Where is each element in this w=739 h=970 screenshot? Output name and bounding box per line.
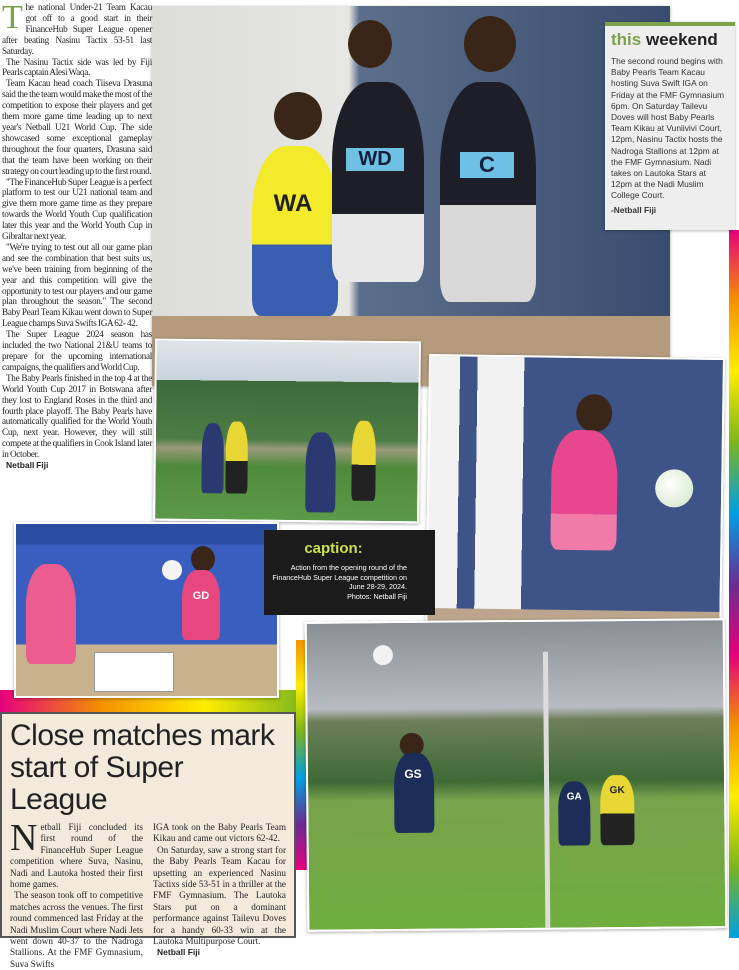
rainbow-stripe-right: [729, 230, 739, 938]
article-paragraph: IGA took on the Baby Pearls Team Kikau and came out victors 62-42.: [153, 822, 286, 844]
player-gd: [182, 570, 220, 640]
this-weekend-title: this weekend: [611, 30, 718, 49]
story-paragraph: The Baby Pearls finished in the top 4 at the World Youth Cup 2017 in Botswana after they lost to England Roses in the third and fourth place playoff. The Baby Pearls have automatically qualified for the World Youth Cup, next year. However, they will still compete at the qualifiers in Cook Island later in October.: [2, 372, 152, 460]
player-wa: [252, 146, 338, 316]
player-figure: [26, 564, 76, 664]
photo-outdoor-court: [153, 339, 421, 524]
story-paragraph: The Nasinu Tactix side was led by Fiji Pearls captain Alesi Waqa.: [2, 56, 152, 78]
drop-cap: T: [2, 0, 23, 36]
bib-gs: GS: [404, 766, 422, 781]
netball-ball: [655, 469, 694, 508]
sponsor-banner: [94, 652, 174, 692]
player-figure: [351, 421, 376, 501]
bib-wd: WD: [346, 148, 404, 171]
article-paragraph: On Saturday, saw a strong start for the Baby Pearls Team Kacau for upsetting an experienced Nasinu Tactixs side 53-51 in a thriller at the FMF Gymnasium. The Lautoka Stars put on a dominant performance against Tailevu Doves for a handy 60-33 win at the Lautoka Multipurpose Court.: [153, 844, 286, 947]
this-weekend-signature: -Netball Fiji: [611, 204, 657, 215]
article-signature: Netball Fiji: [157, 947, 200, 958]
player-figure: [201, 423, 224, 493]
player-figure: [305, 432, 336, 512]
caption-credit: Photos: Netball Fiji: [347, 591, 407, 601]
player-gk: [600, 775, 635, 845]
bib-ga: GA: [566, 791, 582, 803]
photo-main-indoor: [152, 6, 670, 386]
player-figure: [550, 430, 618, 551]
player-wd: [332, 82, 424, 282]
photo-outdoor-gs-jump: [305, 618, 728, 932]
drop-cap: N: [10, 817, 38, 859]
goal-post: [543, 652, 550, 932]
bib-gd: GD: [192, 590, 210, 602]
player-gs: [394, 753, 435, 833]
caption-text: Action from the opening round of the FinanceHub Super League competition on June 28-29, 2024.: [272, 563, 407, 591]
this-weekend-box: [605, 22, 735, 230]
story-paragraph: Team Kacau head coach Tiiseva Drasuna said the the team would make the most of the competition to expose their players and get them more game time leading up to next year's Netball U21 World Cup. The side showcased some exceptional gameplay throughout the four quarters, Drasuna said that the team have been working on their strategy on court leading up to the first round.: [2, 78, 152, 176]
article-column-1: [10, 817, 143, 970]
this-weekend-body: The second round begins with Baby Pearls Team Kacau hosting Suva Swift IGA on Friday at the FMF Gymnasium 6pm. On Saturday Tailevu Doves will host Baby Pearls Team Kikau at Vuniivivi Court, 12pm, Nasinu Tactix hosts the Nadroga Stallions at 12pm at the FMF Gymnasium. Nadi takes on Lautoka Stars at 12pm at the Nadi Muslim College Court.: [611, 56, 725, 201]
article-paragraph: etball Fiji concluded its first round of the FinanceHub Super League competition where Suva, Nasinu, Nadi and Lautoka hosted their first home games.: [10, 822, 143, 890]
player-ga: [558, 781, 591, 845]
photo-indoor-pink-player: [425, 354, 725, 648]
netball-ball: [162, 560, 182, 580]
article-column-2: [153, 822, 286, 970]
photo-caption-box: [264, 530, 435, 615]
story-paragraph: he national Under-21 Team Kacau got off to a good start in their FinanceHub Super League opener after beating Nasinu Tactix 53-51 last Saturday.: [2, 2, 152, 56]
story-signature: Netball Fiji: [6, 460, 49, 471]
story-paragraph: The Super League 2024 season has included the two National 21&U teams to prepare for the upcoming international campaigns, the qualifiers and World Cup.: [2, 329, 152, 372]
player-figure: [225, 421, 248, 493]
left-story: [2, 2, 152, 471]
article-headline: Close matches mark start of Super League: [10, 719, 275, 816]
bib-gk: GK: [609, 785, 625, 797]
player-c: [440, 82, 536, 302]
article-close-matches: [0, 712, 296, 969]
story-paragraph: "We're trying to test out all our game plan and see the combination that best suits us, we've been training from beginning of the year and this competition will give the opportunity to test our players and our game plan throughout the season." The second Baby Pearl Team Kikau went down to Super League champs Suva Swifts IGA 62- 42.: [2, 241, 152, 329]
netball-ball: [373, 645, 393, 665]
article-paragraph: The season took off to competitive matches across the venues. The first round commenced last Friday at the Nadi Muslim Court where Nadi Jets went down 40-37 to the Nadroga Stallions. At the FMF Gymnasium, Suva Swifts: [10, 890, 143, 969]
photo-indoor-gd-player: [14, 522, 279, 698]
story-paragraph: "The FinanceHub Super League is a perfect platform to test our U21 national team and give them more game time as they prepare towards the World Youth Cup qualification later this year and the World Youth Cup in Gibraltar next year.: [2, 176, 152, 242]
caption-title: caption:: [304, 540, 363, 557]
bib-c: C: [460, 152, 514, 178]
bib-wa: WA: [273, 190, 313, 217]
